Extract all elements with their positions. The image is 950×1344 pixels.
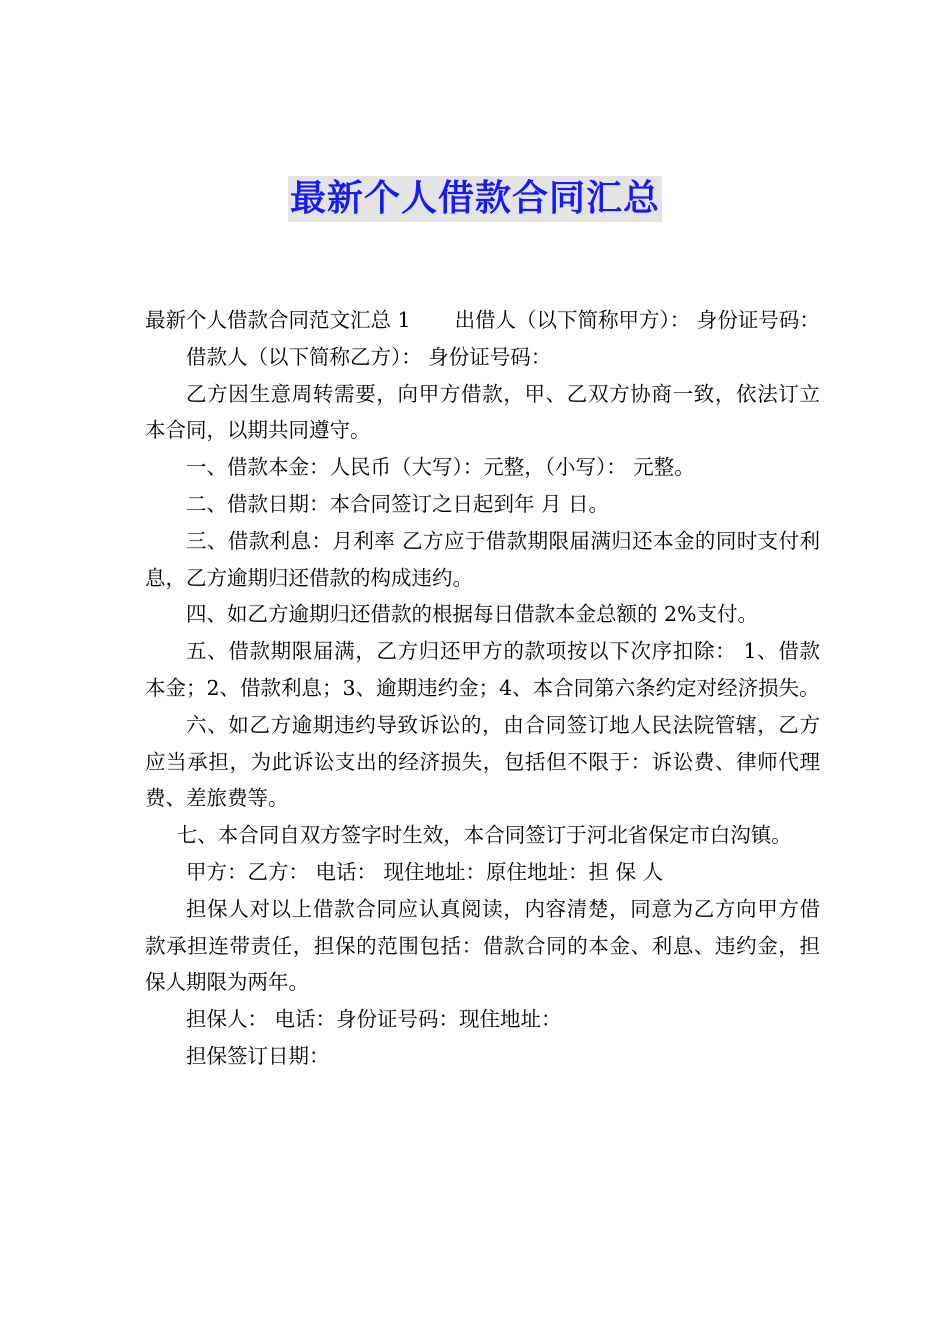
signature-parties: 甲方：乙方： 电话： 现住地址：原住地址：担 保 人 (186, 859, 664, 884)
clause-principal: 一、借款本金：人民币（大写）：元整，（小写）： 元整。 (186, 455, 695, 480)
clause-interest: 三、借款利息：月利率 乙方应于借款期限届满归还本金的同时支付利息，乙方逾期归还借款的构成违约。 (145, 528, 820, 590)
clause-litigation: 六、如乙方逾期违约导致诉讼的，由合同签订地人民法院管辖，乙方应当承担，为此诉讼支出的经济损失，包括但不限于：诉讼费、律师代理费、差旅费等。 (145, 712, 820, 811)
intro-heading: 最新个人借款合同范文汇总 1 (145, 308, 411, 332)
guarantee-date: 担保签订日期： (186, 1043, 330, 1068)
clause-effective: 七、本合同自双方签字时生效，本合同签订于河北省保定市白沟镇。 (176, 823, 792, 848)
intro-rest: 出借人（以下简称甲方）： 身份证号码： (454, 308, 820, 332)
guarantor-statement: 担保人对以上借款合同应认真阅读，内容清楚，同意为乙方向甲方借款承担连带责任，担保的范围包括：借款合同的本金、利息、违约金，担保人期限为两年。 (145, 896, 820, 995)
title-area (0, 176, 950, 222)
paragraph-borrower: 借款人（以下简称乙方）： 身份证号码： (186, 344, 552, 369)
document-title: 最新个人借款合同汇总 (288, 176, 662, 222)
guarantor-info: 担保人： 电话：身份证号码：现住地址： (186, 1007, 562, 1032)
clause-overdue: 四、如乙方逾期归还借款的根据每日借款本金总额的 2%支付。 (186, 602, 759, 627)
paragraph-purpose: 乙方因生意周转需要，向甲方借款，甲、乙双方协商一致，依法订立本合同，以期共同遵守。 (145, 381, 820, 443)
clause-loan-date: 二、借款日期：本合同签订之日起到年 月 日。 (186, 491, 610, 516)
document-body (145, 302, 820, 1075)
intro-paragraph (145, 302, 820, 339)
clause-repayment-order: 五、借款期限届满，乙方归还甲方的款项按以下次序扣除： 1、借款本金；2、借款利息；3、逾期违约金；4、本合同第六条约定对经济损失。 (145, 639, 820, 700)
